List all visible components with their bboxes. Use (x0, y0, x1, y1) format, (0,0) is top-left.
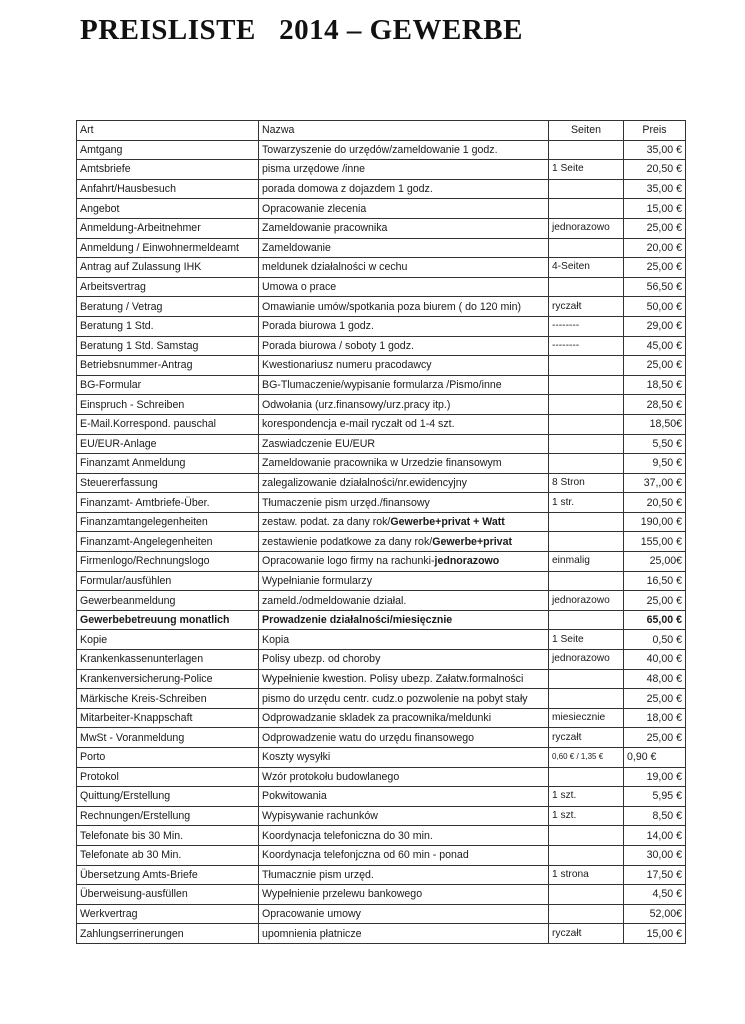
cell-nazwa-text: BG-Tlumaczenie/wypisanie formularza /Pismo/inne (262, 379, 502, 392)
cell-nazwa (259, 885, 549, 905)
cell-preis: 5,50 € (624, 434, 686, 454)
cell-nazwa (259, 414, 549, 434)
cell-nazwa-text: Porada biurowa / soboty 1 godz. (262, 339, 414, 352)
cell-seiten (549, 904, 624, 924)
cell-seiten (549, 140, 624, 160)
cell-seiten (549, 375, 624, 395)
cell-nazwa-text: Towarzyszenie do urzędów/zameldowanie 1 godz. (262, 143, 498, 156)
cell-seiten: 1 Seite (549, 630, 624, 650)
cell-art: Überweisung-ausfüllen (77, 885, 259, 905)
cell-seiten: 1 str. (549, 493, 624, 513)
cell-nazwa (259, 650, 549, 670)
cell-nazwa-text: Porada biurowa 1 godz. (262, 320, 374, 333)
cell-seiten (549, 767, 624, 787)
cell-seiten: jednorazowo (549, 218, 624, 238)
table-row (77, 277, 686, 297)
table-row (77, 904, 686, 924)
cell-seiten (549, 571, 624, 591)
column-header-seiten: Seiten (549, 121, 624, 141)
cell-nazwa-text: Pokwitowania (262, 790, 327, 803)
cell-art: Finanzamt- Amtbriefe-Über. (77, 493, 259, 513)
cell-nazwa-text: Odwołania (urz.finansowy/urz.pracy itp.) (262, 398, 451, 411)
cell-nazwa-text: Wzór protokołu budowlanego (262, 770, 400, 783)
cell-seiten (549, 238, 624, 258)
cell-nazwa-text: zestaw. podat. za dany rok/ (262, 516, 391, 529)
cell-art: MwSt - Voranmeldung (77, 728, 259, 748)
cell-nazwa-text: Zameldowanie pracownika (262, 222, 388, 235)
cell-nazwa (259, 532, 549, 552)
cell-nazwa-text: Polisy ubezp. od choroby (262, 653, 381, 666)
cell-nazwa-text: zameld./odmeldowanie działal. (262, 594, 407, 607)
cell-nazwa-text: pismo do urzędu centr. cudz.o pozwolenie na pobyt stały (262, 692, 528, 705)
cell-seiten (549, 610, 624, 630)
cell-nazwa-text: zalegalizowanie działalności/nr.ewidencyjny (262, 476, 467, 489)
cell-preis: 52,00€ (624, 904, 686, 924)
cell-art: Märkische Kreis-Schreiben (77, 689, 259, 709)
cell-nazwa (259, 826, 549, 846)
cell-nazwa-text: zestawienie podatkowe za dany rok/ (262, 535, 433, 548)
cell-nazwa-text: korespondencja e-mail ryczałt od 1-4 szt. (262, 418, 455, 431)
cell-nazwa-text: Omawianie umów/spotkania poza biurem ( do 120 min) (262, 300, 522, 313)
cell-art: Zahlungserrinerungen (77, 924, 259, 944)
table-row (77, 689, 686, 709)
cell-nazwa (259, 767, 549, 787)
cell-art: Telefonate ab 30 Min. (77, 845, 259, 865)
cell-nazwa-text: Opracowanie logo firmy na rachunki- (262, 555, 435, 568)
cell-art: Kopie (77, 630, 259, 650)
cell-preis: 8,50 € (624, 806, 686, 826)
cell-nazwa-text: Wypełnienie kwestion. Polisy ubezp. Załatw.formalności (262, 672, 524, 685)
table-row (77, 708, 686, 728)
cell-seiten (549, 845, 624, 865)
cell-seiten (549, 885, 624, 905)
cell-preis: 25,00 € (624, 258, 686, 278)
table-row (77, 199, 686, 219)
cell-art: Mitarbeiter-Knappschaft (77, 708, 259, 728)
cell-art: BG-Formular (77, 375, 259, 395)
cell-seiten (549, 532, 624, 552)
cell-preis: 37,,00 € (624, 473, 686, 493)
cell-art: Steuererfassung (77, 473, 259, 493)
cell-seiten (549, 395, 624, 415)
cell-seiten (549, 669, 624, 689)
cell-nazwa (259, 845, 549, 865)
cell-seiten (549, 414, 624, 434)
cell-preis: 35,00 € (624, 140, 686, 160)
cell-preis: 17,50 € (624, 865, 686, 885)
cell-art: Angebot (77, 199, 259, 219)
cell-seiten: 1 strona (549, 865, 624, 885)
cell-art: Gewerbeanmeldung (77, 591, 259, 611)
cell-art: Beratung 1 Std. (77, 316, 259, 336)
cell-nazwa-text: Umowa o prace (262, 281, 337, 294)
page-title: PREISLISTE 2014 – GEWERBE (80, 14, 523, 46)
table-row (77, 865, 686, 885)
cell-preis: 28,50 € (624, 395, 686, 415)
table-row (77, 728, 686, 748)
cell-nazwa-text: Opracowanie umowy (262, 908, 361, 921)
cell-art: Rechnungen/Erstellung (77, 806, 259, 826)
cell-preis: 16,50 € (624, 571, 686, 591)
table-row (77, 258, 686, 278)
table-row (77, 845, 686, 865)
cell-seiten: 4-Seiten (549, 258, 624, 278)
table-row (77, 787, 686, 807)
table-row (77, 375, 686, 395)
cell-preis: 20,50 € (624, 493, 686, 513)
cell-preis: 0,50 € (624, 630, 686, 650)
table-row (77, 650, 686, 670)
cell-seiten: -------- (549, 316, 624, 336)
cell-seiten (549, 179, 624, 199)
column-header-nazwa: Nazwa (259, 121, 549, 141)
cell-nazwa (259, 454, 549, 474)
cell-nazwa (259, 258, 549, 278)
cell-nazwa-text: Zameldowanie (262, 241, 331, 254)
cell-seiten (549, 277, 624, 297)
cell-nazwa (259, 787, 549, 807)
table-row (77, 179, 686, 199)
cell-seiten: ryczałt (549, 728, 624, 748)
cell-seiten (549, 356, 624, 376)
cell-seiten (549, 512, 624, 532)
cell-nazwa (259, 356, 549, 376)
cell-nazwa (259, 728, 549, 748)
cell-nazwa (259, 552, 549, 572)
cell-seiten (549, 434, 624, 454)
cell-preis: 25,00 € (624, 728, 686, 748)
cell-seiten: jednorazowo (549, 650, 624, 670)
cell-nazwa (259, 924, 549, 944)
cell-nazwa (259, 297, 549, 317)
cell-preis: 25,00 € (624, 218, 686, 238)
cell-nazwa-text: Odprowadzanie skladek za pracownika/meldunki (262, 712, 492, 725)
cell-preis: 0,90 € (624, 748, 686, 768)
cell-seiten (549, 454, 624, 474)
table-row (77, 532, 686, 552)
cell-art: EU/EUR-Anlage (77, 434, 259, 454)
cell-art: E-Mail.Korrespond. pauschal (77, 414, 259, 434)
cell-seiten: ryczałt (549, 924, 624, 944)
cell-preis: 25,00€ (624, 552, 686, 572)
cell-nazwa-bold-text: Gewerbe+privat (432, 535, 512, 548)
cell-preis: 48,00 € (624, 669, 686, 689)
cell-art: Firmenlogo/Rechnungslogo (77, 552, 259, 572)
cell-preis: 5,95 € (624, 787, 686, 807)
cell-nazwa (259, 610, 549, 630)
cell-nazwa-text: pisma urzędowe /inne (262, 163, 366, 176)
cell-nazwa (259, 493, 549, 513)
cell-nazwa (259, 336, 549, 356)
cell-nazwa (259, 218, 549, 238)
cell-nazwa (259, 473, 549, 493)
cell-art: Beratung / Vetrag (77, 297, 259, 317)
cell-seiten (549, 826, 624, 846)
price-table-body (77, 140, 686, 943)
cell-nazwa (259, 630, 549, 650)
cell-art: Einspruch - Schreiben (77, 395, 259, 415)
table-row (77, 885, 686, 905)
cell-nazwa (259, 316, 549, 336)
table-row (77, 591, 686, 611)
table-row (77, 218, 686, 238)
cell-preis: 56,50 € (624, 277, 686, 297)
cell-seiten: miesiecznie (549, 708, 624, 728)
cell-preis: 35,00 € (624, 179, 686, 199)
cell-preis: 19,00 € (624, 767, 686, 787)
cell-art: Gewerbebetreuung monatlich (77, 610, 259, 630)
cell-art: Übersetzung Amts-Briefe (77, 865, 259, 885)
cell-preis: 4,50 € (624, 885, 686, 905)
cell-art: Krankenversicherung-Police (77, 669, 259, 689)
cell-nazwa-text: porada domowa z dojazdem 1 godz. (262, 183, 433, 196)
table-row (77, 806, 686, 826)
cell-nazwa-text: Opracowanie zlecenia (262, 202, 367, 215)
cell-preis: 50,00 € (624, 297, 686, 317)
cell-seiten: 1 szt. (549, 806, 624, 826)
cell-seiten: ryczałt (549, 297, 624, 317)
cell-nazwa (259, 277, 549, 297)
cell-art: Telefonate bis 30 Min. (77, 826, 259, 846)
cell-art: Arbeitsvertrag (77, 277, 259, 297)
cell-art: Anmeldung / Einwohnermeldeamt (77, 238, 259, 258)
cell-nazwa (259, 806, 549, 826)
table-row (77, 297, 686, 317)
table-row (77, 473, 686, 493)
cell-nazwa (259, 904, 549, 924)
cell-preis: 155,00 € (624, 532, 686, 552)
cell-nazwa-bold-text: Gewerbe+privat + Watt (390, 516, 505, 529)
cell-art: Protokol (77, 767, 259, 787)
cell-nazwa-text: Kwestionariusz numeru pracodawcy (262, 359, 432, 372)
cell-nazwa (259, 689, 549, 709)
cell-nazwa (259, 865, 549, 885)
table-row (77, 748, 686, 768)
cell-nazwa (259, 748, 549, 768)
table-row (77, 434, 686, 454)
cell-art: Amtgang (77, 140, 259, 160)
cell-preis: 30,00 € (624, 845, 686, 865)
cell-nazwa (259, 375, 549, 395)
table-header-row (77, 121, 686, 141)
table-row (77, 316, 686, 336)
cell-nazwa (259, 160, 549, 180)
cell-preis: 190,00 € (624, 512, 686, 532)
cell-nazwa (259, 395, 549, 415)
cell-preis: 18,50 € (624, 375, 686, 395)
table-row (77, 630, 686, 650)
cell-preis: 25,00 € (624, 356, 686, 376)
cell-nazwa (259, 591, 549, 611)
cell-nazwa-text: upomnienia płatnicze (262, 927, 362, 940)
cell-art: Amtsbriefe (77, 160, 259, 180)
cell-preis: 18,50€ (624, 414, 686, 434)
table-row (77, 160, 686, 180)
cell-seiten: jednorazowo (549, 591, 624, 611)
cell-preis: 20,50 € (624, 160, 686, 180)
cell-preis: 15,00 € (624, 924, 686, 944)
cell-nazwa-text: Zaswiadczenie EU/EUR (262, 437, 376, 450)
cell-preis: 65,00 € (624, 610, 686, 630)
cell-nazwa-text: Wypełnianie formularzy (262, 574, 373, 587)
cell-nazwa (259, 140, 549, 160)
cell-nazwa (259, 434, 549, 454)
cell-art: Formular/ausfühlen (77, 571, 259, 591)
cell-nazwa-text: Koordynacja telefoniczna do 30 min. (262, 829, 433, 842)
cell-nazwa-text: meldunek działalności w cechu (262, 261, 408, 274)
table-row (77, 336, 686, 356)
cell-preis: 15,00 € (624, 199, 686, 219)
table-row (77, 493, 686, 513)
cell-nazwa (259, 179, 549, 199)
cell-preis: 45,00 € (624, 336, 686, 356)
cell-preis: 29,00 € (624, 316, 686, 336)
cell-art: Finanzamt-Angelegenheiten (77, 532, 259, 552)
cell-preis: 25,00 € (624, 689, 686, 709)
cell-nazwa-text: Tłumaczenie pism urzęd./finansowy (262, 496, 430, 509)
cell-seiten: 1 Seite (549, 160, 624, 180)
cell-art: Anmeldung-Arbeitnehmer (77, 218, 259, 238)
table-row (77, 356, 686, 376)
cell-nazwa-text: Koszty wysyłki (262, 751, 331, 764)
price-table (76, 120, 686, 944)
cell-nazwa-text: Zameldowanie pracownika w Urzedzie finansowym (262, 457, 502, 470)
cell-art: Antrag auf Zulassung IHK (77, 258, 259, 278)
table-row (77, 395, 686, 415)
cell-nazwa (259, 199, 549, 219)
cell-nazwa-text: Wypełnienie przelewu bankowego (262, 888, 423, 901)
table-row (77, 140, 686, 160)
cell-art: Krankenkassenunterlagen (77, 650, 259, 670)
table-row (77, 238, 686, 258)
cell-preis: 9,50 € (624, 454, 686, 474)
cell-seiten: 8 Stron (549, 473, 624, 493)
column-header-art: Art (77, 121, 259, 141)
cell-preis: 14,00 € (624, 826, 686, 846)
cell-seiten: 1 szt. (549, 787, 624, 807)
cell-art: Finanzamt Anmeldung (77, 454, 259, 474)
table-row (77, 571, 686, 591)
cell-art: Porto (77, 748, 259, 768)
table-row (77, 610, 686, 630)
cell-preis: 20,00 € (624, 238, 686, 258)
cell-seiten (549, 689, 624, 709)
cell-preis: 18,00 € (624, 708, 686, 728)
table-row (77, 826, 686, 846)
cell-nazwa (259, 708, 549, 728)
cell-art: Beratung 1 Std. Samstag (77, 336, 259, 356)
cell-seiten: -------- (549, 336, 624, 356)
cell-nazwa (259, 512, 549, 532)
table-row (77, 414, 686, 434)
cell-art: Werkvertrag (77, 904, 259, 924)
table-row (77, 767, 686, 787)
table-row (77, 512, 686, 532)
cell-art: Quittung/Erstellung (77, 787, 259, 807)
cell-nazwa-text: Koordynacja telefonjczna od 60 min - ponad (262, 849, 469, 862)
cell-nazwa-text: Odprowadzenie watu do urzędu finansowego (262, 731, 475, 744)
cell-art: Betriebsnummer-Antrag (77, 356, 259, 376)
cell-nazwa-text: Prowadzenie działalności/miesięcznie (262, 614, 453, 627)
cell-preis: 25,00 € (624, 591, 686, 611)
table-row (77, 454, 686, 474)
cell-nazwa-text: Kopia (262, 633, 290, 646)
table-row (77, 669, 686, 689)
cell-seiten: einmalig (549, 552, 624, 572)
cell-art: Anfahrt/Hausbesuch (77, 179, 259, 199)
cell-nazwa (259, 571, 549, 591)
cell-nazwa-text: Wypisywanie rachunków (262, 810, 378, 823)
cell-seiten (549, 199, 624, 219)
cell-nazwa-bold-text: jednorazowo (434, 555, 500, 568)
table-row (77, 552, 686, 572)
cell-nazwa (259, 238, 549, 258)
cell-preis: 40,00 € (624, 650, 686, 670)
column-header-preis: Preis (624, 121, 686, 141)
table-row (77, 924, 686, 944)
cell-nazwa-text: Tłumacznie pism urzęd. (262, 868, 374, 881)
cell-art: Finanzamtangelegenheiten (77, 512, 259, 532)
cell-seiten: 0,60 € / 1,35 € (549, 748, 624, 768)
cell-nazwa (259, 669, 549, 689)
